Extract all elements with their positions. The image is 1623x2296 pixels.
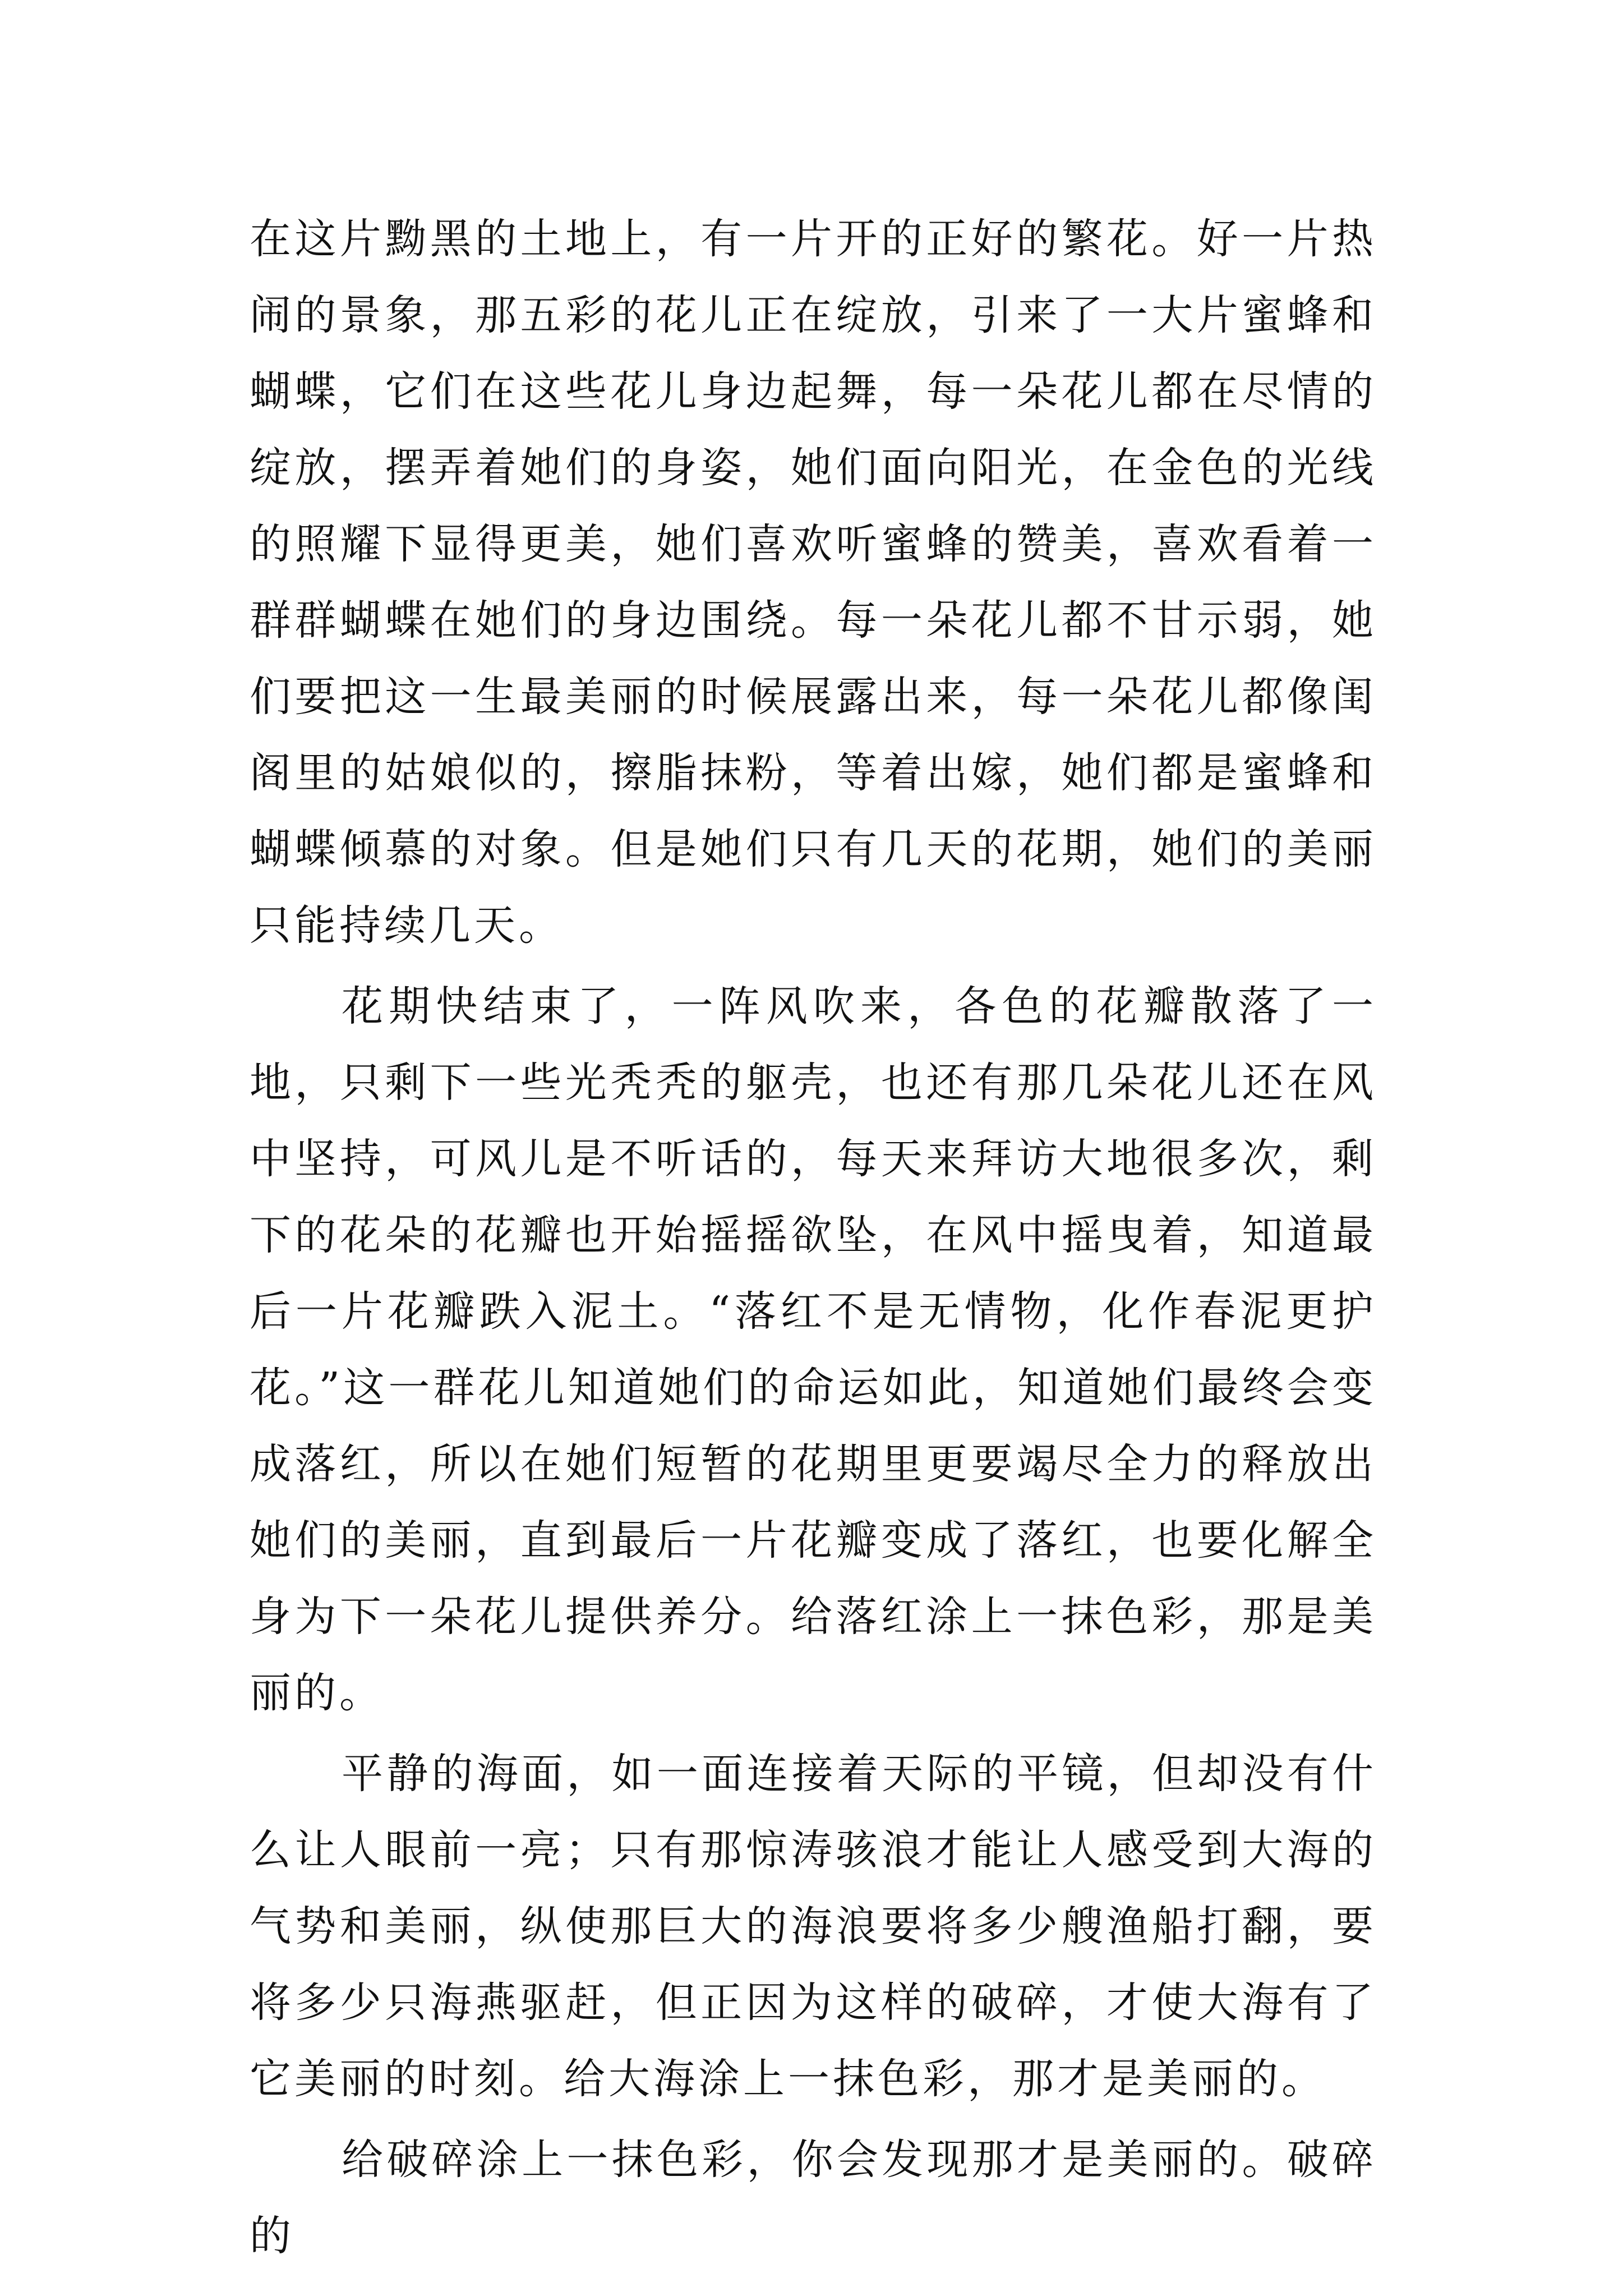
paragraph-1: 在这片黝黑的土地上，有一片开的正好的繁花。好一片热闹的景象，那五彩的花儿正在绽放，引来了一大片蜜蜂和蝴蝶，它们在这些花儿身边起舞，每一朵花儿都在尽情的绽放，摆弄着她们的身姿，她们面向阳光，在金色的光线的照耀下显得更美，她们喜欢听蜜蜂的赞美，喜欢看着一群群蝴蝶在她们的身边围绕。每一朵花儿都不甘示弱，她们要把这一生最美丽的时候展露出来，每一朵花儿都像闺阁里的姑娘似的，擦脂抹粉，等着出嫁，她们都是蜜蜂和蝴蝶倾慕的对象。但是她们只有几天的花期，她们的美丽只能持续几天。 bbox=[250, 215, 1377, 950]
paragraph-4: 给破碎涂上一抹色彩，你会发现那才是美丽的。破碎的 bbox=[250, 2136, 1377, 2260]
paragraph-2: 花期快结束了，一阵风吹来，各色的花瓣散落了一地，只剩下一些光秃秃的躯壳，也还有那几朵花儿还在风中坚持，可风儿是不听话的，每天来拜访大地很多次，剩下的花朵的花瓣也开始摇摇欲坠，在风中摇曳着，知道最后一片花瓣跌入泥土。“落红不是无情物，化作春泥更护花。”这一群花儿知道她们的命运如此，知道她们最终会变成落红，所以在她们短暂的花期里更要竭尽全力的释放出她们的美丽，直到最后一片花瓣变成了落红，也要化解全身为下一朵花儿提供养分。给落红涂上一抹色彩，那是美丽的。 bbox=[250, 982, 1377, 1717]
body-text bbox=[250, 201, 1377, 2274]
paragraph-3: 平静的海面，如一面连接着天际的平镜，但却没有什么让人眼前一亮；只有那惊涛骇浪才能让人感受到大海的气势和美丽，纵使那巨大的海浪要将多少艘渔船打翻，要将多少只海燕驱赶，但正因为这样的破碎，才使大海有了它美丽的时刻。给大海涂上一抹色彩，那才是美丽的。 bbox=[250, 1750, 1377, 2103]
